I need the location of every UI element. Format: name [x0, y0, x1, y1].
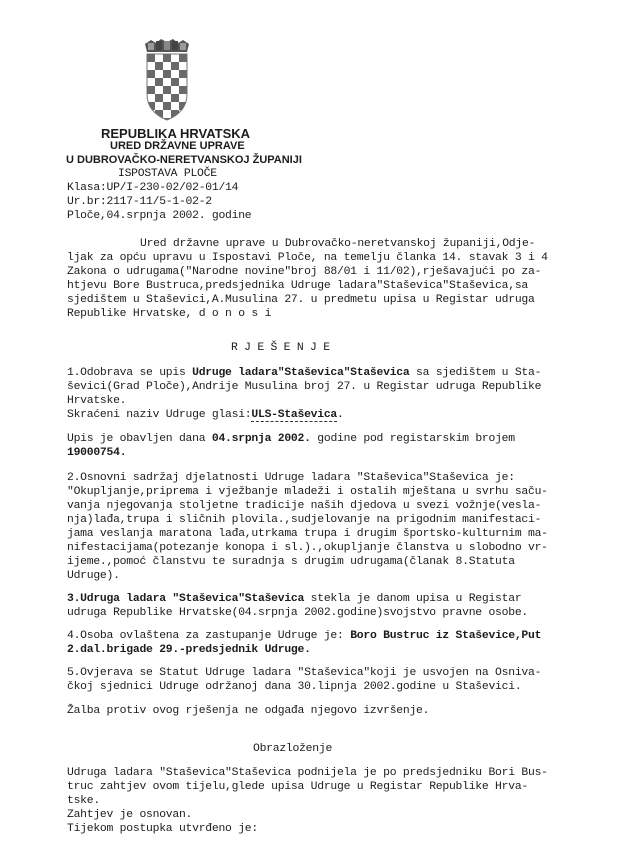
registration-number: 19000754: [67, 447, 120, 459]
short-name-dot: .: [337, 409, 344, 421]
coat-of-arms-square: [163, 102, 171, 110]
reasoning-line: Tijekom postupka utvrđeno je:: [67, 823, 258, 835]
item2-line: vanja njegovanja stoljetne tradicije naših djedova u svezi vožnje(vesla-: [67, 500, 542, 512]
coat-of-arms-square: [179, 118, 187, 122]
item5-line: 5.Ovjerava se Statut Udruge ladara "Staševica"koji je usvojen na Osniva-: [67, 667, 542, 679]
item2-line: nja)lađa,trupa i sličnih plovila.,sudjelovanje na prigodnim manifestaci-: [67, 514, 542, 526]
item1-text-tail: sa sjedištem u Sta-: [409, 367, 542, 379]
header-country: REPUBLIKA HRVATSKA: [101, 126, 251, 141]
item5-line: čkoj sjednici Udruge održanoj dana 30.lipnja 2002.godine u Staševici.: [67, 681, 522, 693]
registration-number-dot: .: [119, 447, 127, 459]
registration-label-tail: godine pod registarskim brojem: [310, 433, 515, 445]
coat-of-arms-square: [155, 94, 163, 102]
coat-of-arms-square: [163, 86, 171, 94]
coat-of-arms-square: [155, 78, 163, 86]
intro-line: sjedištem u Staševici,A.Musulina 27. u predmetu upisa u Registar udruga: [67, 294, 535, 306]
reasoning-title: Obrazloženje: [253, 743, 333, 755]
reasoning-line: Zahtjev je osnovan.: [67, 809, 193, 821]
registration-date: 04.srpnja 2002.: [211, 433, 311, 445]
decision-title: R J E Š E N J E: [231, 342, 330, 354]
item2-line: nifestacijama(potezanje konopa i sl.).,okupljanje članstva u slobodno vr-: [67, 542, 548, 554]
header-office-line1: URED DRŽAVNE UPRAVE: [110, 140, 245, 152]
item2-line: 2.Osnovni sadržaj djelatnosti Udruge ladara "Staševica"Staševica je:: [67, 472, 515, 484]
header-place-date: Ploče,04.srpnja 2002. godine: [67, 210, 252, 222]
header-branch: ISPOSTAVA PLOČE: [118, 168, 217, 180]
coat-of-arms-square: [171, 94, 179, 102]
coat-of-arms-square: [171, 62, 179, 70]
item4-line1: [67, 629, 541, 643]
short-name-label: Skraćeni naziv Udruge glasi:: [67, 409, 252, 421]
item2-line: Udruge).: [67, 570, 120, 582]
item1-line1: [67, 366, 541, 380]
coat-of-arms-square: [163, 118, 171, 122]
header-office-line2: U DUBROVAČKO-NERETVANSKOJ ŽUPANIJI: [66, 154, 302, 166]
coat-of-arms-square: [155, 62, 163, 70]
intro-line: htjevu Bore Bustruca,predsjednika Udruge ladara"Staševica"Staševica,sa: [67, 280, 528, 292]
coat-of-arms-square: [147, 86, 155, 94]
item4-line2: 2.dal.brigade 29.-predsjednik Udruge.: [67, 644, 311, 656]
coat-of-arms-square: [179, 70, 187, 78]
item3-line1: [67, 592, 521, 606]
coat-of-arms-square: [163, 54, 171, 62]
item3-text: stekla je danom upisa u Registar: [304, 593, 522, 605]
short-name-line: [67, 408, 344, 422]
intro-line: Ured državne uprave u Dubrovačko-neretvanskoj županiji,Odje-: [140, 238, 536, 250]
header-klasa: Klasa:UP/I-230-02/02-01/14: [67, 182, 239, 194]
representative-name: Boro Bustruc iz Staševice,Put: [350, 630, 542, 642]
item4-text: 4.Osoba ovlaštena za zastupanje Udruge je:: [67, 630, 351, 642]
intro-line: Zakona o udrugama("Narodne novine"broj 88/01 i 11/02),rješavajući po za-: [67, 266, 542, 278]
reasoning-line: tske.: [67, 795, 100, 807]
item1-text: 1.Odobrava se upis: [67, 367, 193, 379]
item2-line: ijeme.,pomoć članstvu te suradnja s drugim udrugama(članak 8.Statuta: [67, 556, 515, 568]
intro-line: Republike Hrvatske, d o n o s i: [67, 308, 272, 320]
coat-of-arms-square: [179, 86, 187, 94]
coat-of-arms-square: [147, 70, 155, 78]
short-name-value: ULS-Staševica: [251, 409, 338, 421]
coat-of-arms-square: [163, 70, 171, 78]
item1-line3: Hrvatske.: [67, 395, 127, 407]
reasoning-line: truc zahtjev ovom tijelu,glede upisa Udruge u Registar Republike Hrva-: [67, 781, 528, 793]
header-urbroj: Ur.br:2117-11/5-1-02-2: [67, 196, 212, 208]
item2-line: jama veslanja maratona lađa,utrkama trupa i drugim športsko-kulturnim ma-: [67, 528, 548, 540]
coat-of-arms-square: [179, 54, 187, 62]
appeal-line: Žalba protiv ovog rješenja ne odgađa njegovo izvršenje.: [67, 705, 430, 717]
coat-of-arms-square: [171, 78, 179, 86]
item2-line: "Okupljanje,priprema i vježbanje mladeži i ostalih mještana u svrhu saču-: [67, 486, 548, 498]
registration-label: Upis je obavljen dana: [67, 433, 212, 445]
registration-number-line: [67, 446, 126, 460]
item3-line2: udruga Republike Hrvatske(04.srpnja 2002.godine)svojstvo pravne osobe.: [67, 607, 528, 619]
coat-of-arms-square: [147, 54, 155, 62]
association-name: Udruge ladara"Staševica"Staševica: [192, 367, 410, 379]
registration-line: [67, 432, 515, 446]
item3-name: 3.Udruga ladara "Staševica"Staševica: [67, 593, 305, 605]
croatian-coat-of-arms-icon: [143, 38, 191, 122]
item1-line2: ševici(Grad Ploče),Andrije Musulina broj 27. u Registar udruga Republike: [67, 381, 542, 393]
intro-line: ljak za opću upravu u Ispostavi Ploče, na temelju članka 14. stavak 3 i 4: [67, 252, 548, 264]
reasoning-line: Udruga ladara "Staševica"Staševica podnijela je po predsjedniku Bori Bus-: [67, 767, 548, 779]
coat-of-arms-square: [147, 118, 155, 122]
